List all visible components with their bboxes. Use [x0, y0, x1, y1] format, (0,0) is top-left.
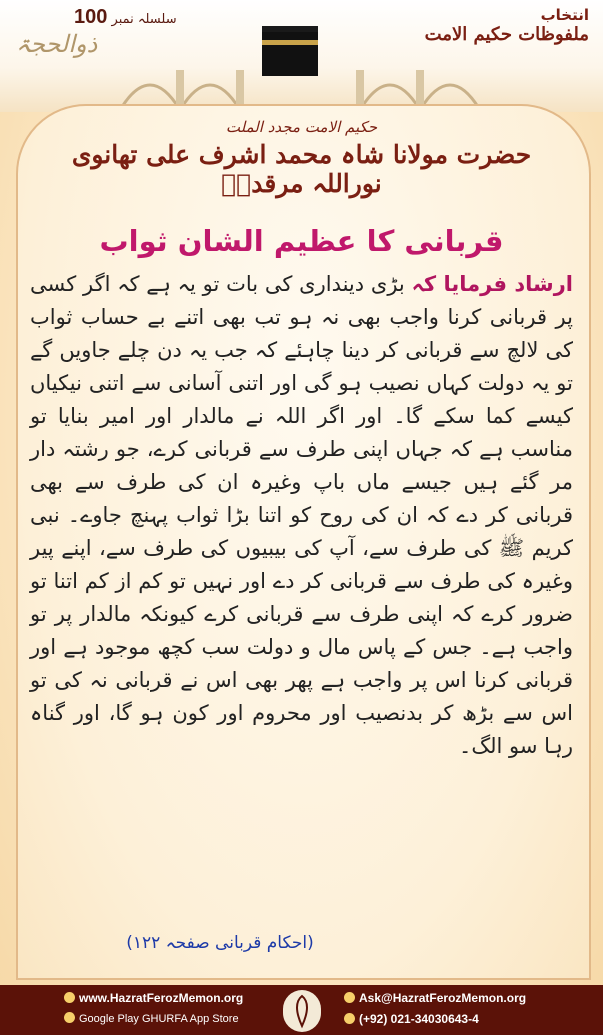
website-link[interactable]: [64, 991, 243, 1005]
series-number-label: [70, 6, 177, 29]
author-block: [40, 118, 563, 198]
selection-label: انتخاب: [540, 6, 589, 24]
body-lead: ارشاد فرمایا کہ: [411, 272, 573, 296]
kaaba-illustration: [262, 26, 318, 76]
author-honorific: حکیم الامت مجدد الملت: [225, 118, 378, 136]
month-calligraphy: ذوالحجۃ: [16, 30, 98, 58]
series-number: 100: [74, 6, 108, 28]
phone-text: (+92) 021-34030643-4: [359, 1012, 479, 1026]
header-banner: [0, 0, 603, 112]
author-name: حضرت مولانا شاہ محمد اشرف علی تھانوی نوراللہ مرقدہٗ: [71, 140, 532, 198]
app-store-links[interactable]: [64, 1012, 239, 1025]
reference-citation: (احکام قربانی صفحہ ۱۲۲): [126, 933, 314, 953]
phone-number[interactable]: [344, 1012, 479, 1026]
body-text: [30, 268, 573, 763]
stores-text: Google Play GHURFA App Store: [79, 1013, 239, 1025]
email-link[interactable]: [344, 991, 526, 1005]
page-title: قربانی کا عظیم الشان ثواب: [99, 224, 504, 258]
globe-icon: [64, 992, 75, 1003]
mail-icon: [344, 992, 355, 1003]
website-text: www.HazratFerozMemon.org: [79, 991, 244, 1005]
collection-heading: [425, 6, 589, 45]
collection-title: ملفوظات حکیم الامت: [424, 24, 589, 45]
phone-icon: [344, 1013, 355, 1024]
body-paragraph: بڑی دینداری کی بات تو یہ ہے کہ اگر کسی پر قربانی کرنا واجب بھی نہ ہو تب بھی اتنے بے حساب ثواب کی لالچ سے قربانی کر دینا چاہئے کہ جب یہ دن چلے جاویں گے تو یہ دولت کہاں نصیب ہو گی اور اتنی آسانی سے اتنی نیکیاں کیسے کما سکے گا۔ اور اگر اللہ نے مالدار اور امیر بنایا تو مناسب ہے کہ جہاں اپنی طرف سے قربانی کرے، جو رشتہ دار مر گئے ہیں جیسے ماں باپ وغیرہ ان کی طرف سے بھی قربانی کر دے کہ ان کی روح کو اتنا بڑا ثواب پہنچ جاوے۔ نبی کریم ﷺ کی طرف سے، آپ کی بیبیوں کی طرف سے، اپنے پیر وغیرہ کی طرف سے قربانی کر دے اور نہیں تو کم از کم اتنا تو ضرور کرے کہ اپنی طرف سے قربانی کرے کیونکہ مالدار پر تو واجب ہے۔ جس کے پاس مال و دولت سب کچھ موجود ہے اور قربانی کرنا اس پر واجب ہے پھر بھی اس نے قربانی نہ کی تو اس سے بڑھ کر بدنصیب اور محروم اور کون ہو گا، اور گناہ رہا سو الگ۔: [30, 272, 573, 758]
ghurfa-logo: [283, 990, 321, 1032]
play-store-icon: [64, 1012, 75, 1023]
email-text: Ask@HazratFerozMemon.org: [359, 991, 527, 1005]
series-label: سلسلہ نمبر: [111, 12, 177, 27]
